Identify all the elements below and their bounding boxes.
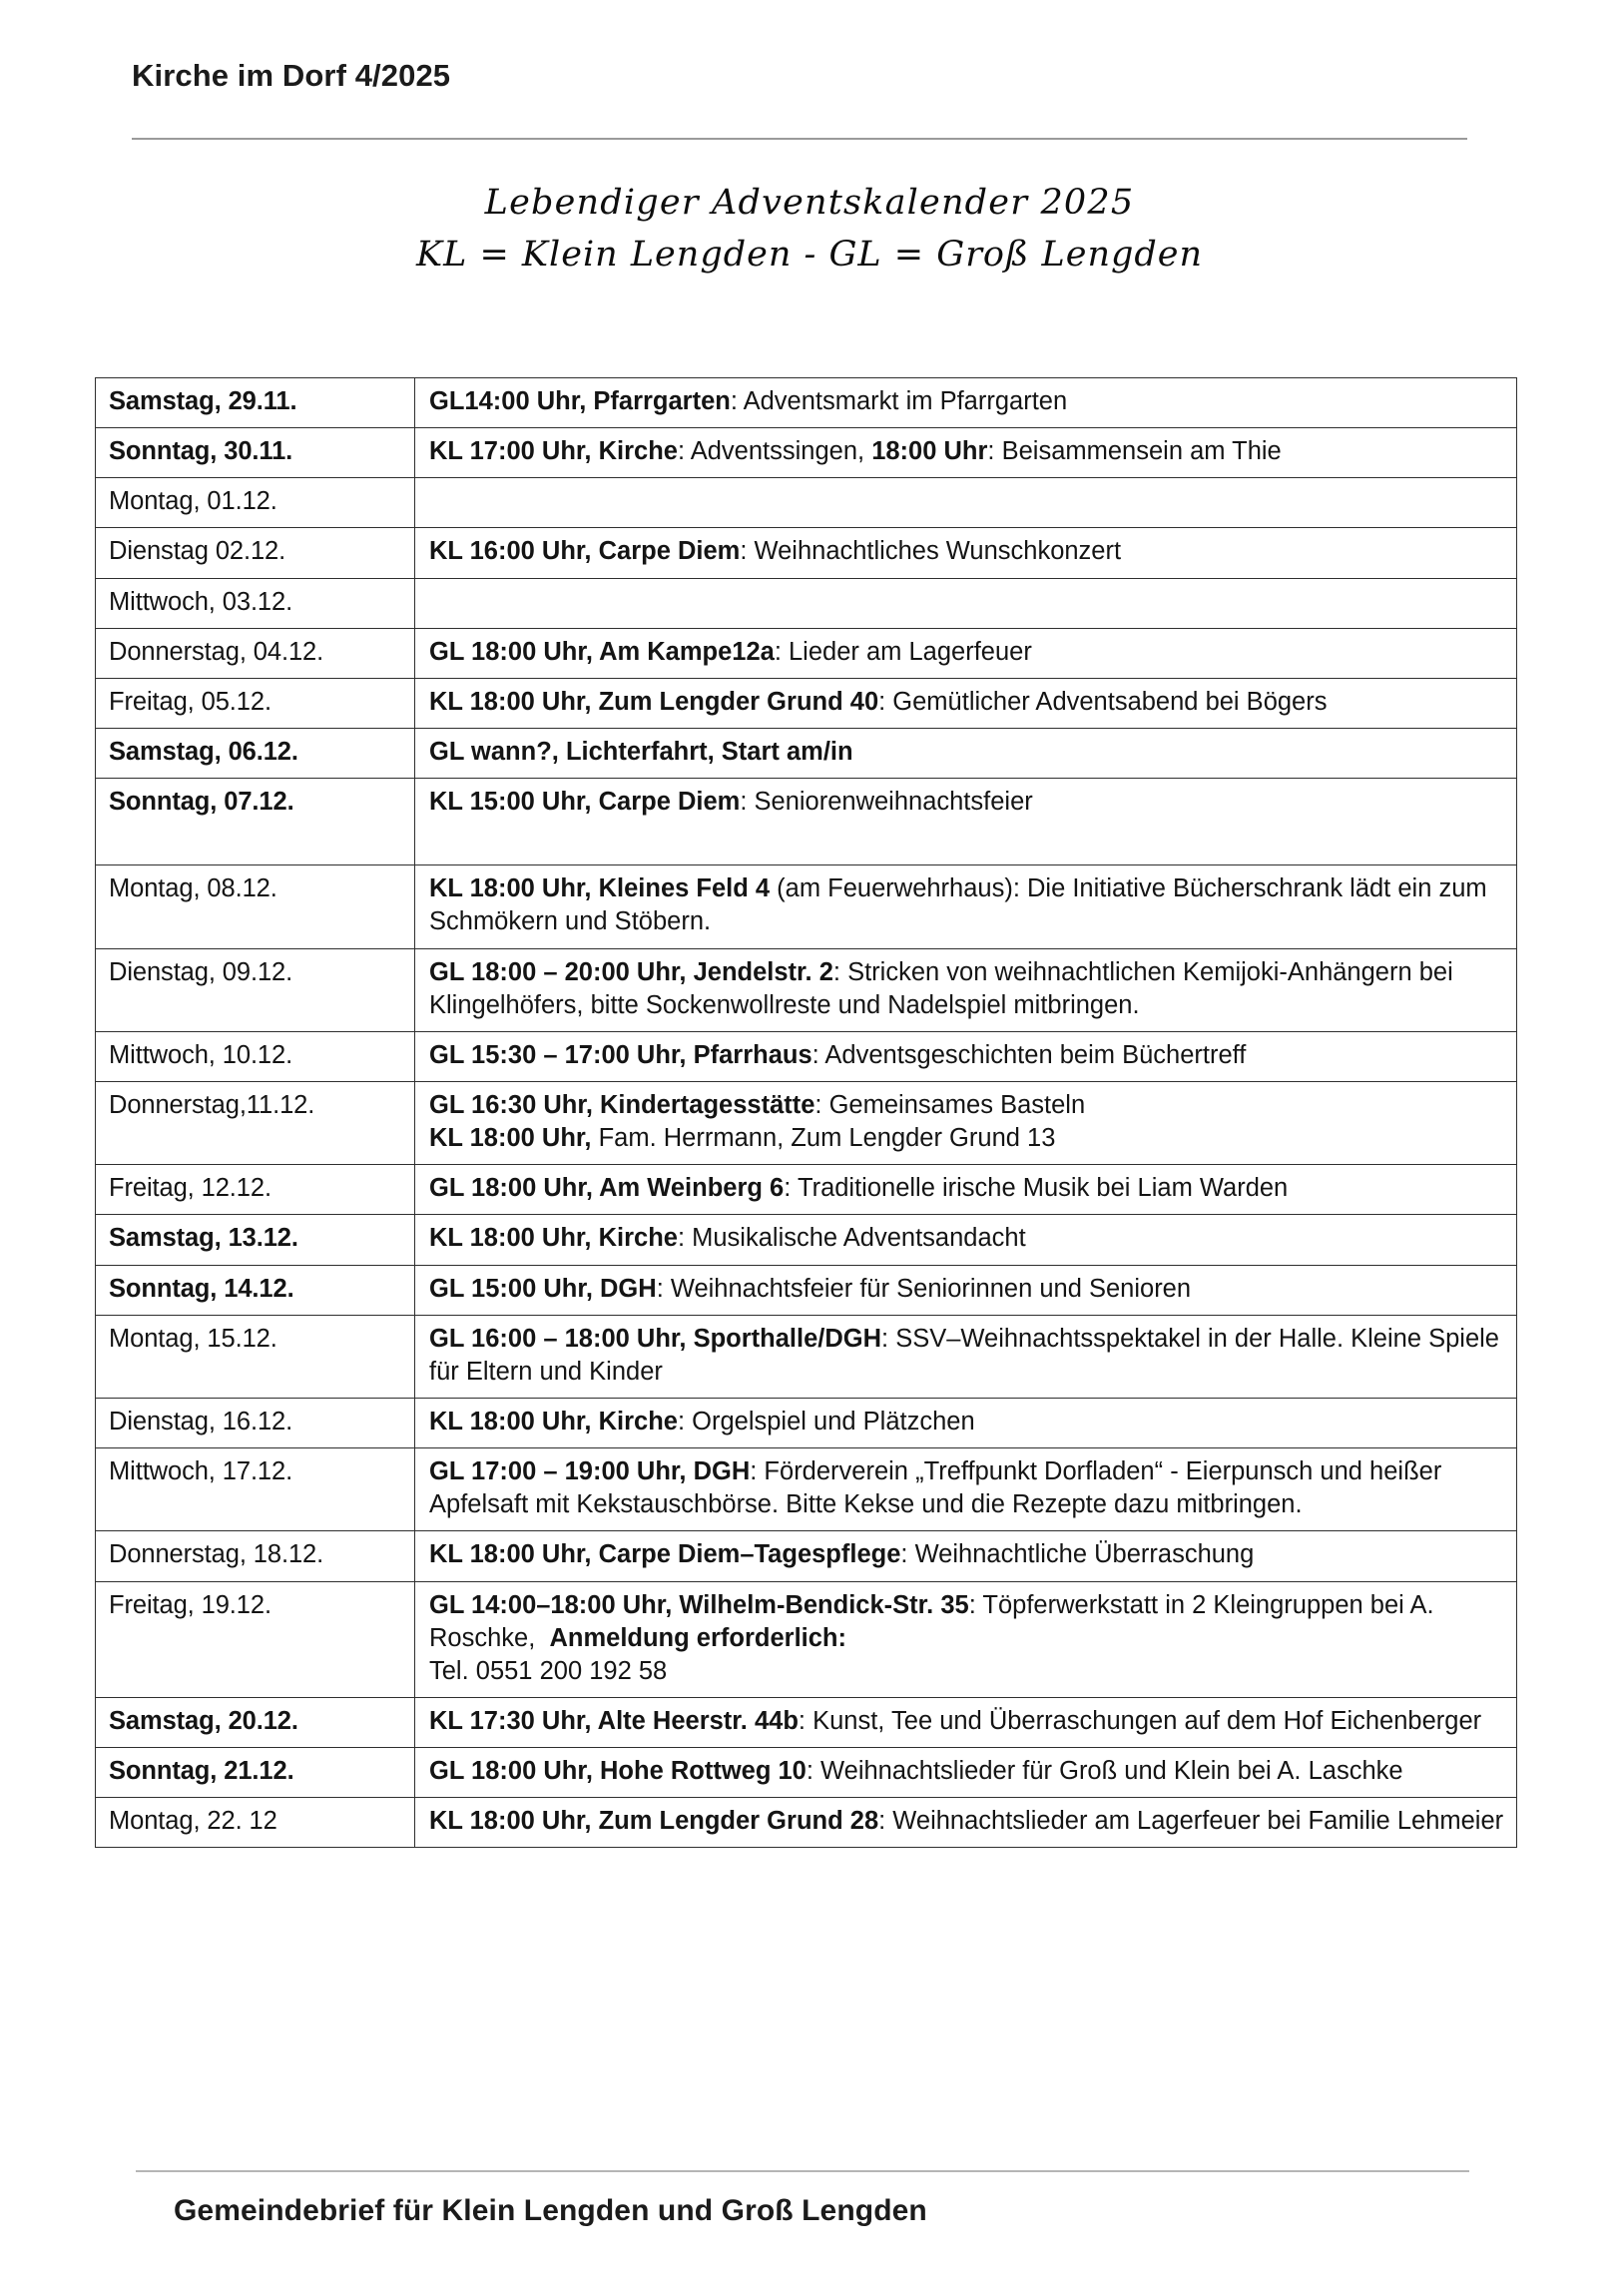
table-row <box>96 1748 1517 1798</box>
table-row <box>96 378 1517 428</box>
table-row <box>96 779 1517 865</box>
calendar-date-cell: Dienstag, 09.12. <box>96 948 415 1031</box>
calendar-event-cell: KL 18:00 Uhr, Zum Lengder Grund 28: Weihnachtslieder am Lagerfeuer bei Familie Lehmeier <box>415 1798 1517 1848</box>
table-row <box>96 428 1517 478</box>
calendar-event-cell: GL 17:00 – 19:00 Uhr, DGH: Förderverein „Treffpunkt Dorfladen“ - Eierpunsch und heißer Apfelsaft mit Kekstauschbörse. Bitte Kekse und die Rezepte dazu mitbringen. <box>415 1448 1517 1531</box>
calendar-event-cell: KL 17:00 Uhr, Kirche: Adventssingen, 18:00 Uhr: Beisammensein am Thie <box>415 428 1517 478</box>
calendar-date-cell: Donnerstag, 18.12. <box>96 1531 415 1581</box>
calendar-event-cell <box>415 478 1517 528</box>
calendar-date-cell: Montag, 08.12. <box>96 865 415 948</box>
table-row <box>96 1165 1517 1215</box>
calendar-date-cell: Freitag, 19.12. <box>96 1581 415 1697</box>
calendar-date-cell: Montag, 01.12. <box>96 478 415 528</box>
calendar-event-cell: KL 17:30 Uhr, Alte Heerstr. 44b: Kunst, Tee und Überraschungen auf dem Hof Eichenberger <box>415 1697 1517 1747</box>
calendar-event-cell: GL wann?, Lichterfahrt, Start am/in <box>415 728 1517 778</box>
calendar-date-cell: Mittwoch, 17.12. <box>96 1448 415 1531</box>
calendar-event-cell: GL 14:00–18:00 Uhr, Wilhelm-Bendick-Str. 35: Töpferwerkstatt in 2 Kleingruppen bei A. Roschke, Anmeldung erforderlich: Tel. 0551 200 192 58 <box>415 1581 1517 1697</box>
advent-calendar-table <box>95 377 1517 1848</box>
calendar-date-cell: Freitag, 05.12. <box>96 678 415 728</box>
calendar-date-cell: Dienstag, 16.12. <box>96 1398 415 1447</box>
calendar-date-cell: Sonntag, 14.12. <box>96 1265 415 1315</box>
calendar-event-cell: KL 18:00 Uhr, Zum Lengder Grund 40: Gemütlicher Adventsabend bei Bögers <box>415 678 1517 728</box>
calendar-rows <box>96 378 1517 1848</box>
table-row <box>96 1031 1517 1081</box>
calendar-legend: KL = Klein Lengden - GL = Groß Lengden <box>415 235 1204 276</box>
table-row <box>96 528 1517 578</box>
calendar-date-cell: Samstag, 13.12. <box>96 1215 415 1265</box>
calendar-date-cell: Montag, 15.12. <box>96 1315 415 1398</box>
calendar-date-cell: Sonntag, 07.12. <box>96 779 415 865</box>
calendar-date-cell: Dienstag 02.12. <box>96 528 415 578</box>
footer-divider <box>136 2170 1469 2172</box>
calendar-date-cell: Mittwoch, 03.12. <box>96 578 415 628</box>
table-row <box>96 628 1517 678</box>
page-footer-text: Gemeindebrief für Klein Lengden und Groß Lengden <box>174 2194 927 2227</box>
table-row <box>96 728 1517 778</box>
table-row <box>96 1398 1517 1447</box>
calendar-date-cell: Donnerstag,11.12. <box>96 1081 415 1164</box>
table-row <box>96 1448 1517 1531</box>
calendar-event-cell: GL 15:00 Uhr, DGH: Weihnachtsfeier für Seniorinnen und Senioren <box>415 1265 1517 1315</box>
calendar-event-cell: KL 18:00 Uhr, Kirche: Musikalische Adventsandacht <box>415 1215 1517 1265</box>
calendar-date-cell: Samstag, 20.12. <box>96 1697 415 1747</box>
table-row <box>96 1798 1517 1848</box>
calendar-date-cell: Samstag, 06.12. <box>96 728 415 778</box>
table-row <box>96 478 1517 528</box>
table-row <box>96 1215 1517 1265</box>
calendar-event-cell: GL14:00 Uhr, Pfarrgarten: Adventsmarkt im Pfarrgarten <box>415 378 1517 428</box>
calendar-date-cell: Samstag, 29.11. <box>96 378 415 428</box>
header-divider <box>132 138 1467 140</box>
calendar-title: Lebendiger Adventskalender 2025 <box>484 183 1135 223</box>
calendar-date-cell: Freitag, 12.12. <box>96 1165 415 1215</box>
table-row <box>96 678 1517 728</box>
table-row <box>96 1581 1517 1697</box>
calendar-event-cell: GL 16:00 – 18:00 Uhr, Sporthalle/DGH: SSV–Weihnachtsspektakel in der Halle. Kleine Spiele für Eltern und Kinder <box>415 1315 1517 1398</box>
table-row <box>96 948 1517 1031</box>
calendar-event-cell: GL 18:00 Uhr, Am Weinberg 6: Traditionelle irische Musik bei Liam Warden <box>415 1165 1517 1215</box>
page-header-title: Kirche im Dorf 4/2025 <box>132 58 451 93</box>
table-row <box>96 1531 1517 1581</box>
table-row <box>96 1265 1517 1315</box>
calendar-date-cell: Mittwoch, 10.12. <box>96 1031 415 1081</box>
calendar-event-cell: GL 18:00 Uhr, Hohe Rottweg 10: Weihnachtslieder für Groß und Klein bei A. Laschke <box>415 1748 1517 1798</box>
calendar-event-cell: KL 16:00 Uhr, Carpe Diem: Weihnachtliches Wunschkonzert <box>415 528 1517 578</box>
calendar-event-cell: KL 18:00 Uhr, Kirche: Orgelspiel und Plätzchen <box>415 1398 1517 1447</box>
calendar-event-cell: KL 18:00 Uhr, Kleines Feld 4 (am Feuerwehrhaus): Die Initiative Bücherschrank lädt ein zum Schmökern und Stöbern. <box>415 865 1517 948</box>
calendar-event-cell: GL 16:30 Uhr, Kindertagesstätte: Gemeinsames Basteln KL 18:00 Uhr, Fam. Herrmann, Zum Lengder Grund 13 <box>415 1081 1517 1164</box>
calendar-event-cell: GL 18:00 Uhr, Am Kampe12a: Lieder am Lagerfeuer <box>415 628 1517 678</box>
calendar-event-cell: KL 15:00 Uhr, Carpe Diem: Seniorenweihnachtsfeier <box>415 779 1517 865</box>
table-row <box>96 1697 1517 1747</box>
calendar-event-cell <box>415 578 1517 628</box>
calendar-title-block <box>0 180 1619 278</box>
calendar-date-cell: Sonntag, 21.12. <box>96 1748 415 1798</box>
calendar-event-cell: GL 15:30 – 17:00 Uhr, Pfarrhaus: Adventsgeschichten beim Büchertreff <box>415 1031 1517 1081</box>
table-row <box>96 1081 1517 1164</box>
calendar-event-cell: KL 18:00 Uhr, Carpe Diem–Tagespflege: Weihnachtliche Überraschung <box>415 1531 1517 1581</box>
advent-calendar-table-wrapper <box>95 377 1516 1848</box>
calendar-date-cell: Montag, 22. 12 <box>96 1798 415 1848</box>
calendar-event-cell: GL 18:00 – 20:00 Uhr, Jendelstr. 2: Stricken von weihnachtlichen Kemijoki-Anhängern bei Klingelhöfers, bitte Sockenwollreste und Nadelspiel mitbringen. <box>415 948 1517 1031</box>
table-row <box>96 1315 1517 1398</box>
table-row <box>96 578 1517 628</box>
table-row <box>96 865 1517 948</box>
calendar-date-cell: Sonntag, 30.11. <box>96 428 415 478</box>
calendar-date-cell: Donnerstag, 04.12. <box>96 628 415 678</box>
